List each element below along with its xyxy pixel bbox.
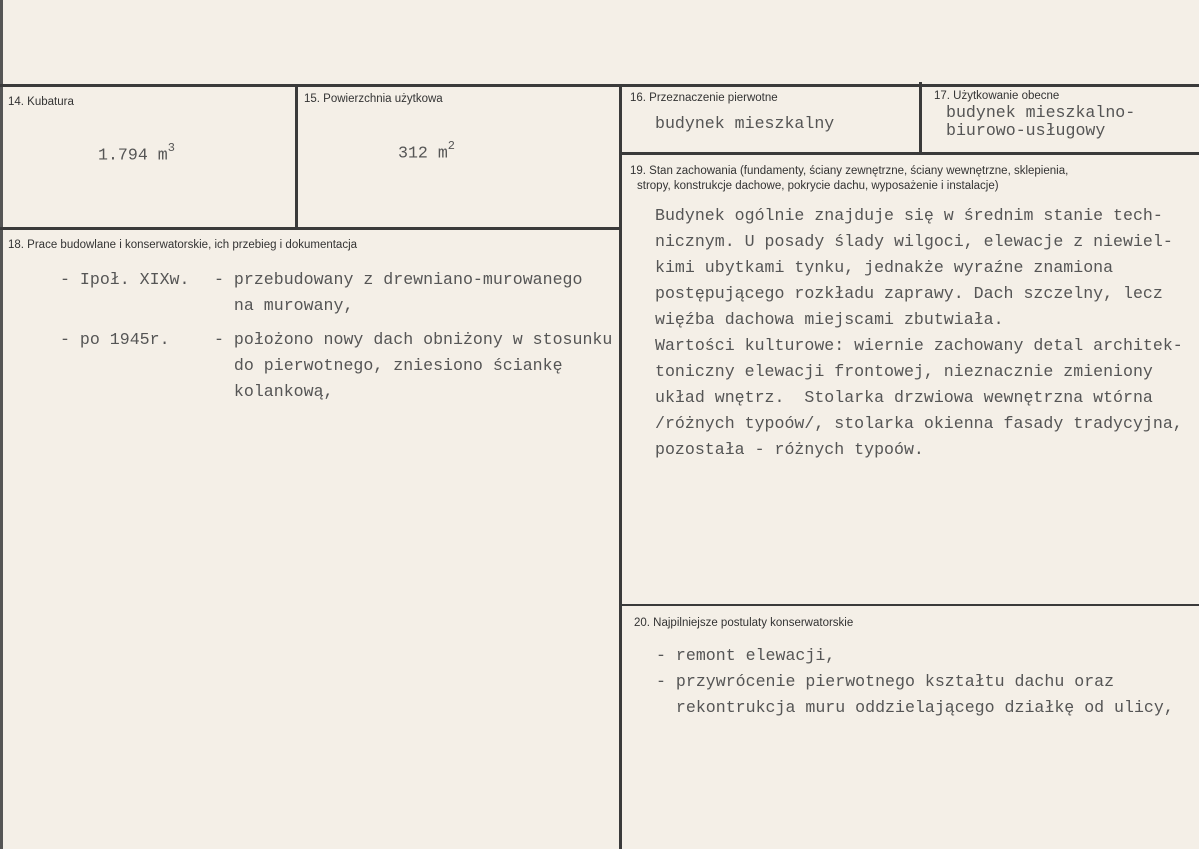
- field-label: 16. Przeznaczenie pierwotne: [630, 92, 778, 104]
- text-line: /różnych typoów/, stolarka okienna fasady tradycyjna,: [655, 414, 1183, 433]
- label-line: stropy, konstrukcje dachowe, pokrycie dachu, wyposażenie i instalacje): [637, 180, 999, 192]
- field-label: 17. Użytkowanie obecne: [934, 90, 1060, 102]
- entry-line: - położono nowy dach obniżony w stosunku: [214, 330, 613, 349]
- top-rule: [0, 84, 1199, 87]
- field-label: 15. Powierzchnia użytkowa: [304, 93, 443, 105]
- text-line: kimi ubytkami tynku, jednakże wyraźne znamiona: [655, 258, 1114, 277]
- rule-right-low: [620, 604, 1199, 606]
- text-line: pozostała - różnych typoów.: [655, 440, 924, 459]
- text-line: - remont elewacji,: [656, 646, 836, 665]
- postulates-text: [656, 643, 1174, 721]
- rule-right-mid: [620, 152, 1199, 155]
- unit-exponent: 2: [447, 139, 455, 153]
- text-line: toniczny elewacji frontowej, nieznacznie zmieniony: [655, 362, 1153, 381]
- field-label: 14. Kubatura: [8, 96, 74, 108]
- text-line: Wartości kulturowe: wiernie zachowany detal architek-: [655, 336, 1183, 355]
- entry-date: [60, 267, 189, 293]
- date-text: - po 1945r.: [60, 330, 170, 349]
- divider-main: [619, 85, 622, 849]
- text-line: rekontrukcja muru oddzielającego działkę od ulicy,: [656, 698, 1174, 717]
- field-value: [655, 114, 834, 133]
- field-value: [98, 143, 175, 165]
- entry-date: [60, 327, 170, 353]
- field-value: [398, 141, 455, 163]
- field-value: [946, 104, 1135, 140]
- text-line: - przywrócenie pierwotnego kształtu dachu oraz: [656, 672, 1115, 691]
- value-text: budynek mieszkalny: [655, 114, 835, 133]
- entry-line: do pierwotnego, zniesiono ściankę: [214, 356, 563, 375]
- label-line: 19. Stan zachowania (fundamenty, ściany zewnętrzne, ściany wewnętrzne, sklepienia,: [630, 165, 1069, 177]
- text-line: układ wnętrz. Stolarka drzwiowa wewnętrzna wtórna: [655, 388, 1153, 407]
- text-line: nicznym. U posady ślady wilgoci, elewacje z niewiel-: [655, 232, 1173, 251]
- entry-line: na murowany,: [214, 296, 354, 315]
- value-line: biurowo-usługowy: [946, 121, 1106, 140]
- entry-line: - przebudowany z drewniano-murowanego: [214, 270, 583, 289]
- entry-text: [214, 327, 619, 405]
- field-label: 20. Najpilniejsze postulaty konserwatorskie: [634, 617, 854, 629]
- field-label: [630, 164, 1068, 194]
- date-text: - Ipoł. XIXw.: [60, 270, 190, 289]
- value-text: 312 m: [398, 143, 448, 163]
- value-text: 1.794 m: [98, 145, 168, 165]
- text-line: więźba dachowa miejscami zbutwiała.: [655, 310, 1004, 329]
- entry-line: kolankową,: [214, 382, 334, 401]
- divider-16-17: [919, 82, 922, 154]
- rule-left-mid: [0, 227, 622, 230]
- divider-14-15: [295, 85, 298, 229]
- field-label: 18. Prace budowlane i konserwatorskie, ich przebieg i dokumentacja: [8, 239, 358, 251]
- left-edge: [0, 0, 3, 849]
- entry-text: [214, 267, 582, 319]
- unit-exponent: 3: [167, 141, 175, 155]
- condition-text: [655, 203, 1183, 463]
- text-line: postępującego rozkładu zaprawy. Dach szczelny, lecz: [655, 284, 1163, 303]
- text-line: Budynek ogólnie znajduje się w średnim stanie tech-: [655, 206, 1163, 225]
- value-line: budynek mieszkalno-: [946, 103, 1136, 122]
